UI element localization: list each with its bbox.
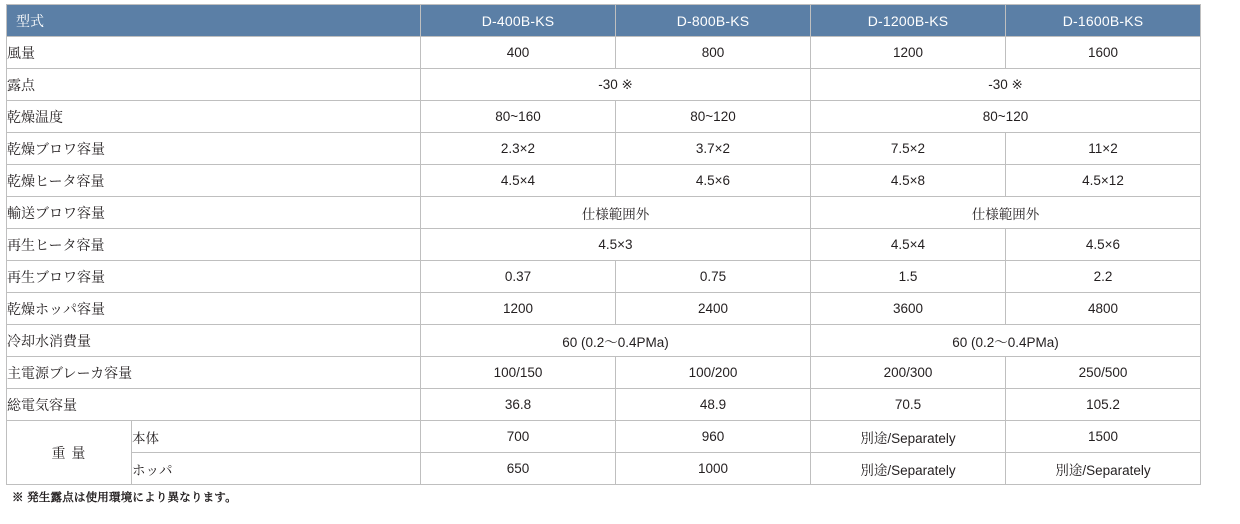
row-value: 80~120: [811, 101, 1201, 133]
table-header-row: [7, 5, 1201, 37]
specification-table: [6, 4, 1201, 485]
row-value: 400: [421, 37, 616, 69]
table-row: [7, 357, 1201, 389]
row-value: 3600: [811, 293, 1006, 325]
row-value: 4.5×8: [811, 165, 1006, 197]
weight-value: [811, 453, 1006, 485]
row-label: 再生ブロワ容量: [7, 261, 421, 293]
header-model-2: D-800B-KS: [616, 5, 811, 37]
row-value: 仕様範囲外: [421, 197, 811, 229]
value-en: /Separately: [1082, 462, 1151, 478]
row-value: 11×2: [1006, 133, 1201, 165]
table-row: [7, 421, 1201, 453]
row-value: 4.5×6: [1006, 229, 1201, 261]
table-row: [7, 325, 1201, 357]
weight-value: 1000: [616, 453, 811, 485]
row-value: 100/150: [421, 357, 616, 389]
row-value: 3.7×2: [616, 133, 811, 165]
weight-value: 1500: [1006, 421, 1201, 453]
table-row: [7, 229, 1201, 261]
header-model-1: D-400B-KS: [421, 5, 616, 37]
row-value: 4.5×12: [1006, 165, 1201, 197]
row-value: 2400: [616, 293, 811, 325]
weight-value: [1006, 453, 1201, 485]
row-value: 36.8: [421, 389, 616, 421]
row-label: 輸送ブロワ容量: [7, 197, 421, 229]
row-value: 80~120: [616, 101, 811, 133]
row-label: 乾燥ホッパ容量: [7, 293, 421, 325]
row-value: 4.5×4: [811, 229, 1006, 261]
row-label: 総電気容量: [7, 389, 421, 421]
row-label: 冷却水消費量: [7, 325, 421, 357]
row-label: 主電源ブレーカ容量: [7, 357, 421, 389]
row-label: 再生ヒータ容量: [7, 229, 421, 261]
spec-sheet: [6, 0, 1200, 505]
weight-value: 650: [421, 453, 616, 485]
row-value: 2.2: [1006, 261, 1201, 293]
row-value: 250/500: [1006, 357, 1201, 389]
row-value: 105.2: [1006, 389, 1201, 421]
row-value: -30 ※: [421, 69, 811, 101]
value-jp: 別途: [1055, 462, 1083, 478]
row-value: 4.5×6: [616, 165, 811, 197]
row-value: 7.5×2: [811, 133, 1006, 165]
row-value: 80~160: [421, 101, 616, 133]
row-value: 4.5×3: [421, 229, 811, 261]
value-jp: 別途: [860, 462, 888, 478]
value-en: /Separately: [887, 430, 956, 446]
row-label: 乾燥温度: [7, 101, 421, 133]
table-row: [7, 261, 1201, 293]
table-row: [7, 197, 1201, 229]
row-value: 2.3×2: [421, 133, 616, 165]
row-value: 60 (0.2～0.4PMa): [811, 325, 1201, 357]
row-value: 0.37: [421, 261, 616, 293]
table-row: [7, 101, 1201, 133]
table-row: [7, 453, 1201, 485]
weight-value: [811, 421, 1006, 453]
row-value: 60 (0.2～0.4PMa): [421, 325, 811, 357]
table-row: [7, 293, 1201, 325]
footnote: ※ 発生露点は使用環境により異なります。: [12, 492, 237, 504]
row-label: 露点: [7, 69, 421, 101]
value-jp: 別途: [860, 430, 888, 446]
row-value: 70.5: [811, 389, 1006, 421]
row-value: 4.5×4: [421, 165, 616, 197]
table-row: [7, 133, 1201, 165]
header-model-3: D-1200B-KS: [811, 5, 1006, 37]
row-label: 乾燥ブロワ容量: [7, 133, 421, 165]
weight-value: 700: [421, 421, 616, 453]
row-value: 4800: [1006, 293, 1201, 325]
row-value: 0.75: [616, 261, 811, 293]
weight-group-label: 重 量: [7, 421, 132, 485]
table-row: [7, 69, 1201, 101]
header-model-4: D-1600B-KS: [1006, 5, 1201, 37]
row-value: -30 ※: [811, 69, 1201, 101]
row-label: 風量: [7, 37, 421, 69]
row-label: 乾燥ヒータ容量: [7, 165, 421, 197]
weight-subrow-label: 本体: [132, 421, 421, 453]
table-body: [7, 37, 1201, 485]
row-value: 仕様範囲外: [811, 197, 1201, 229]
weight-subrow-label: ホッパ: [132, 453, 421, 485]
row-value: 200/300: [811, 357, 1006, 389]
table-row: [7, 389, 1201, 421]
row-value: 100/200: [616, 357, 811, 389]
table-row: [7, 37, 1201, 69]
row-value: 1200: [421, 293, 616, 325]
row-value: 48.9: [616, 389, 811, 421]
table-row: [7, 165, 1201, 197]
value-en: /Separately: [887, 462, 956, 478]
row-value: 1200: [811, 37, 1006, 69]
weight-value: 960: [616, 421, 811, 453]
header-model-label: 型式: [7, 5, 421, 37]
row-value: 1600: [1006, 37, 1201, 69]
row-value: 1.5: [811, 261, 1006, 293]
row-value: 800: [616, 37, 811, 69]
